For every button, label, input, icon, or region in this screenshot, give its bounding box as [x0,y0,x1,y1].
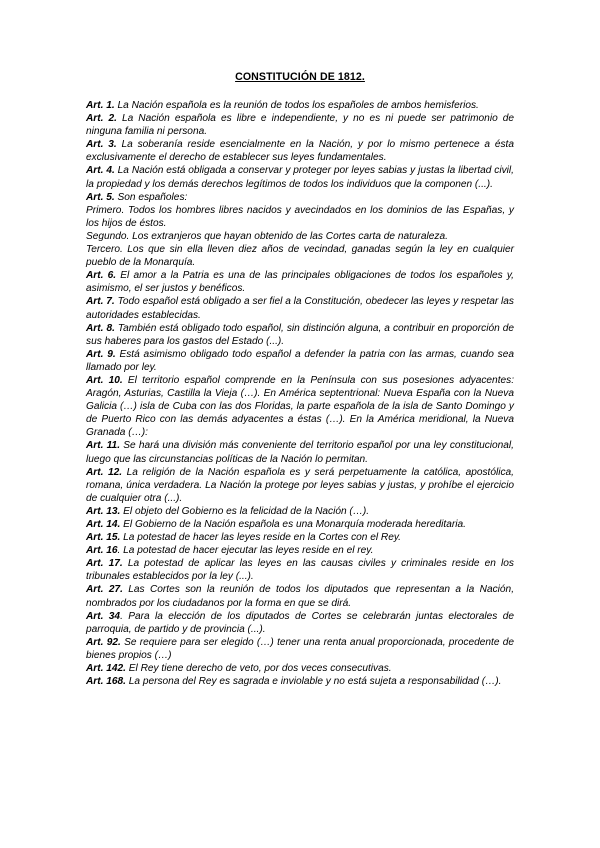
article-paragraph [86,295,514,321]
article-text: Segundo. Los extranjeros que hayan obtenido de las Cortes carta de naturaleza. [86,230,448,242]
article-paragraph [86,583,514,609]
article-label: Art. 5. [86,191,115,203]
article-label: Art. 92. [86,636,121,648]
article-text: Son españoles: [114,191,188,203]
article-paragraph [86,662,514,675]
article-text: Se hará una división más conveniente del territorio español por una ley constitucional, luego que las circunstancias políticas de la Nación lo permitan. [86,440,514,465]
article-paragraph [86,191,514,204]
article-label: Art. 8. [86,322,115,334]
article-text: . Para la elección de los diputados de Cortes se celebrarán juntas electorales de parroquia, de partido y de provincia (...). [86,610,514,635]
article-subparagraph [86,243,514,269]
article-text: El Rey tiene derecho de veto, por dos veces consecutivas. [125,663,392,675]
article-paragraph [86,466,514,505]
article-label: Art. 168. [86,676,126,688]
article-label: Art. 1. [86,100,115,111]
article-text: El amor a la Patria es una de las principales obligaciones de todos los españoles y, asimismo, el ser justos y benéficos. [86,270,514,295]
article-text: La Nación española es libre e independiente, y no es ni puede ser patrimonio de ninguna familia ni persona. [86,113,514,138]
article-text: Está asimismo obligado todo español a defender la patria con las armas, cuando sea llamado por ley. [86,348,514,373]
article-label: Art. 7. [86,296,115,308]
article-paragraph [86,544,514,557]
article-label: Art. 9. [86,348,116,360]
article-paragraph [86,322,514,348]
article-text: Se requiere para ser elegido (…) tener una renta anual proporcionada, procedente de bienes propios (…) [86,636,514,661]
article-text: El territorio español comprende en la Península con sus posesiones adyacentes: Aragón, Asturias, Castilla la Vieja (…). En América septentrional: Nueva España con la Nueva Galicia (…) isla de Cuba con las dos Floridas, la parte española de la isla de Santo Domingo y de Puerto Rico con las demás adyacentes a éstas (…). En la América meridional, la Nueva Granada (…): [86,374,515,439]
article-label: Art. 27. [86,584,123,596]
article-subparagraph [86,230,514,243]
article-paragraph [86,439,514,465]
article-text: La religión de la Nación española es y será perpetuamente la católica, apostólica, romana, única verdadera. La Nación la protege por leyes sabias y justas, y prohíbe el ejercicio de cualquier otra (...). [86,466,514,504]
article-label: Art. 34 [86,610,121,622]
article-paragraph [86,269,514,295]
article-text: La potestad de hacer las leyes reside en la Cortes con el Rey. [120,532,401,544]
article-paragraph [86,138,514,164]
article-paragraph [86,636,514,662]
article-paragraph [86,557,514,583]
article-text: La potestad de aplicar las leyes en las causas civiles y criminales reside en los tribunales establecidos por la ley (...). [86,558,514,583]
article-label: Art. 13. [86,505,121,517]
article-text: Las Cortes son la reunión de todos los diputados que representan a la Nación, nombrados por los ciudadanos por la forma en que se dirá. [86,584,515,609]
article-text: La Nación está obligada a conservar y proteger por leyes sabias y justas la libertad civil, la propiedad y los demás derechos legítimos de todos los individuos que la componen (...). [86,165,514,190]
article-text: . La potestad de hacer ejecutar las leyes reside en el rey. [117,545,374,557]
article-paragraph [86,374,514,439]
article-text: Tercero. Los que sin ella lleven diez años de vecindad, ganadas según la ley en cualquier pueblo de la Monarquía. [86,244,514,269]
article-text: El objeto del Gobierno es la felicidad de la Nación (…). [120,505,370,517]
article-paragraph [86,164,514,190]
page-title: CONSTITUCIÓN DE 1812. [235,71,365,83]
article-label: Art. 142. [86,663,126,675]
article-label: Art. 14. [86,519,121,530]
article-text: La soberanía reside esencialmente en la Nación, y por lo mismo pertenece a ésta exclusivamente el derecho de establecer sus leyes fundamentales. [86,139,514,164]
article-text: También está obligado todo español, sin distinción alguna, a contribuir en proporción de sus haberes para los gastos del Estado (...). [86,322,514,347]
article-paragraph [86,610,514,636]
article-subparagraph [86,204,514,230]
article-label: Art. 10. [86,374,123,386]
article-paragraph [86,112,514,138]
article-paragraph [86,675,514,688]
article-label: Art. 17. [86,558,123,570]
article-text: La persona del Rey es sagrada e inviolable y no está sujeta a responsabilidad (…). [125,676,502,688]
article-text: Primero. Todos los hombres libres nacidos y avecindados en los dominios de las Españas, y los hijos de éstos. [86,204,514,229]
article-label: Art. 4. [86,165,115,177]
article-text: La Nación española es la reunión de todos los españoles de ambos hemisferios. [114,100,479,111]
article-paragraph [86,99,514,112]
article-label: Art. 16 [86,545,118,557]
article-label: Art. 12. [86,466,123,478]
article-label: Art. 6. [86,270,117,282]
article-paragraph [86,518,514,531]
article-paragraph [86,505,514,518]
article-label: Art. 3. [86,139,117,151]
article-text: Todo español está obligado a ser fiel a la Constitución, obedecer las leyes y respetar las autoridades establecidas. [86,296,514,321]
article-label: Art. 2. [86,113,117,125]
article-label: Art. 11. [86,440,121,452]
document-body [86,99,514,688]
article-label: Art. 15. [86,532,121,544]
article-paragraph [86,348,514,374]
article-text: El Gobierno de la Nación española es una Monarquía moderada hereditaria. [120,519,466,530]
article-paragraph [86,531,514,544]
